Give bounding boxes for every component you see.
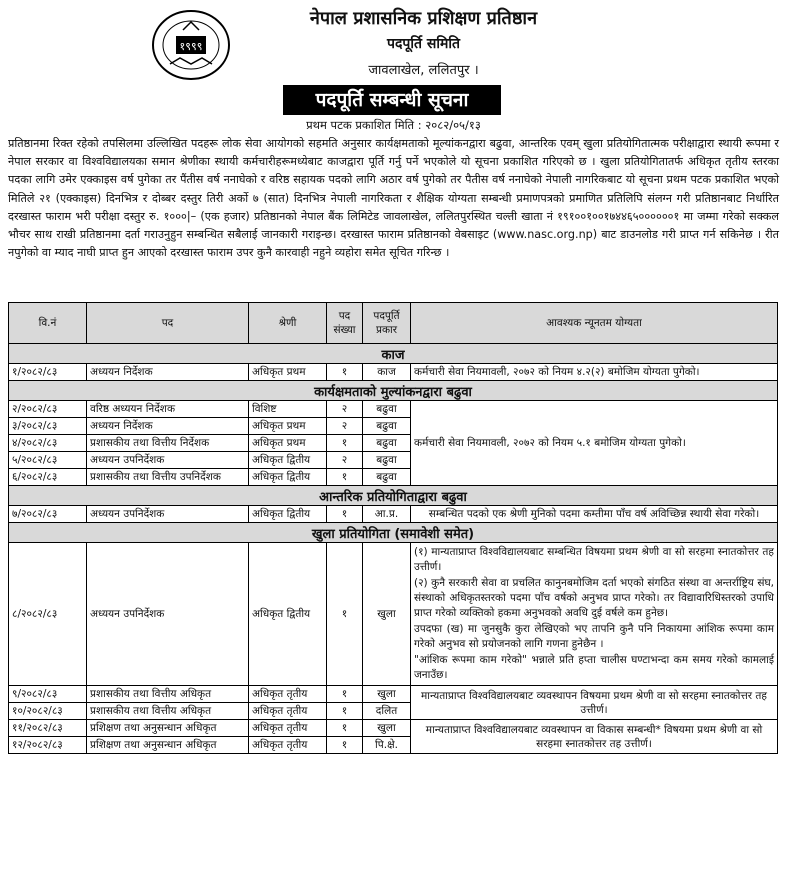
table-row: ५/२०८२/८३ अध्ययन उपनिर्देशक अधिकृत द्वितीय २ बढुवा (9, 452, 778, 469)
table-row: ४/२०८२/८३ प्रशासकीय तथा वित्तीय निर्देशक अधिकृत प्रथम १ बढुवा (9, 435, 778, 452)
table-row: ९/२०८२/८३ प्रशासकीय तथा वित्तीय अधिकृत अधिकृत तृतीय १ खुला मान्यताप्राप्त विश्वविद्यालयबाट व्यवस्थापन विषयमा प्रथम श्रेणी वा सो सरहमा स्नातकोत्तर तह उत्तीर्ण। (9, 686, 778, 703)
organization-address: जावलाखेल, ललितपुर । (368, 63, 479, 78)
table-row: ६/२०८२/८३ प्रशासकीय तथा वित्तीय उपनिर्देशक अधिकृत द्वितीय १ बढुवा (9, 469, 778, 486)
table-row: २/२०८२/८३ वरिष्ठ अध्ययन निर्देशक विशिष्ट २ बढुवा कर्मचारी सेवा नियमावली, २०७२ को नियम ५.१ बमोजिम योग्यता पुगेको। (9, 401, 778, 418)
vacancy-table (8, 302, 778, 754)
organization-name: नेपाल प्रशासनिक प्रशिक्षण प्रतिष्ठान (309, 8, 538, 29)
col-header-post: पद (87, 303, 249, 344)
section-row-open: खुला प्रतियोगिता (समावेशी समेत) (9, 523, 778, 543)
col-header-qualification: आवश्यक न्यूनतम योग्यता (411, 303, 778, 344)
table-row: १/२०८२/८३ अध्ययन निर्देशक अधिकृत प्रथम १ काज कर्मचारी सेवा नियमावली, २०७२ को नियम ४.२(२) बमोजिम योग्यता पुगेको। (9, 364, 778, 381)
svg-text:१९९९: १९९९ (179, 40, 203, 53)
notice-body: प्रतिष्ठानमा रिक्त रहेको तपसिलमा उल्लिखित पदहरू लोक सेवा आयोगको सहमति अनुसार कार्यक्षमताको मूल्यांकनद्वारा बढुवा, आन्तरिक एवम् खुला प्रतियोगितात्मक परीक्षाद्वारा स्थायी रूपमा र नेपाल सरकार वा विश्वविद्यालयका समान श्रेणीका स्थायी कर्मचारीहरूमध्येबाट काजद्वारा पूर्ति गर्नु पर्ने भएकोले यो सूचना प्रकाशित गरिएको छ । खुला प्रतियोगितातर्फ अधिकृत तृतीय स्तरका पदका लागि उमेर एक्काइस वर्ष पुगेका तर पैंतीस वर्ष ननाघेको र वरिष्ठ सहायक पदको लागि अठार वर्ष पुगेको तर पैतीस वर्ष ननाघेको नेपाली नागरिकबाट यो सूचना प्रथम पटक प्रकाशित भएको मितिले २१ (एक्काइस) दिनभित्र र दोब्बर दस्तुर तिरी अर्को ७ (सात) दिनभित्र नेपाली नागरिकता र शैक्षिक योग्यता सम्बन्धी प्रमाणपत्रको प्रमाणित प्रतिलिपि संलग्न गरी प्रतिष्ठानबाट निर्धारित दरखास्त फाराम भरी परीक्षा दस्तुर रु. १०००|– (एक हजार) प्रतिष्ठानको नेपाल बैंक लिमिटेड जावलाखेल, ललितपुरस्थित चल्ती खाता नं १९१००१००१७४४६५००००००१ मा जम्मा गरेको सक्कल भौचर साथ राखी प्रतिष्ठानमा दर्ता गराउनुहुन सम्बन्धित सबैलाई जानकारी गराइन्छ। दरखास्त फाराम प्रतिष्ठानको वेबसाइट (www.nasc.org.np) बाट डाउनलोड गरी प्राप्त गर्न सकिनेछ । रीत नपुगेको वा म्याद नाघी प्राप्त हुन आएको दरखास्त फाराम उपर कुनै कारवाही नहुने व्यहोरा समेत सूचित गरिन्छ । (8, 137, 779, 260)
table-header-row (9, 303, 778, 344)
section-row-kaj: काज (9, 344, 778, 364)
table-row: ११/२०८२/८३ प्रशिक्षण तथा अनुसन्धान अधिकृत अधिकृत तृतीय १ खुला मान्यताप्राप्त विश्वविद्यालयबाट व्यवस्थापन वा विकास सम्बन्धी* विषयमा प्रथम श्रेणी वा सो सरहमा स्नातकोत्तर तह उत्तीर्ण। (9, 720, 778, 737)
section-row-promotion: कार्यक्षमताको मुल्यांकनद्वारा बढुवा (9, 381, 778, 401)
col-header-type: पदपूर्ति प्रकार (363, 303, 411, 344)
col-header-number: वि.नं (9, 303, 87, 344)
notice-header (0, 0, 787, 84)
qualification-list: (१) मान्यताप्राप्त विश्वविद्यालयबाट सम्बन्धित विषयमा प्रथम श्रेणी वा सो सरहमा स्नातकोत्तर तह उत्तीर्ण। (२) कुनै सरकारी सेवा वा प्रचलित कानुनबमोजिम दर्ता भएको संगठित संस्था वा अन्तर्राष्ट्रिय संघ, संस्थाको अधिकृतस्तरको पदमा पाँच वर्षको अनुभव प्राप्त गरेको। तर विद्यावारिधिस्तरको उपाधि प्राप्त गरेको व्यक्तिको हकमा अनुभवको अवधि दुई वर्षले कम हुनेछ। उपदफा (ख) मा जुनसुकै कुरा लेखिएको भए तापनि कुनै पनि निकायमा आंशिक रूपमा काम गरेको अनुभव सो प्रयोजनको लागि गणना हुनेछैन । "आंशिक रूपमा काम गरेको" भन्नाले प्रति हप्ता चालीस घण्टाभन्दा कम समय गरेको कामलाई जनाउँछ। (411, 543, 778, 686)
published-date: प्रथम पटक प्रकाशित मिति : २०८२/०५/१३ (306, 118, 481, 132)
col-header-count: पद संख्या (327, 303, 363, 344)
col-header-class: श्रेणी (249, 303, 327, 344)
notice-title: पदपूर्ति सम्बन्धी सूचना (283, 85, 501, 115)
table-row: ८/२०८२/८३ अध्ययन उपनिर्देशक अधिकृत द्वितीय १ खुला (१) मान्यताप्राप्त विश्वविद्यालयबाट सम्बन्धित विषयमा प्रथम श्रेणी वा सो सरहमा स्नातकोत्तर तह उत्तीर्ण। (२) कुनै सरकारी सेवा वा प्रचलित कानुनबमोजिम दर्ता भएको संगठित संस्था वा अन्तर्राष्ट्रिय संघ, संस्थाको अधिकृतस्तरको पदमा पाँच वर्षको अनुभव प्राप्त गरेको। तर विद्यावारिधिस्तरको उपाधि प्राप्त गरेको व्यक्तिको हकमा अनुभवको अवधि दुई वर्षले कम हुनेछ। उपदफा (ख) मा जुनसुकै कुरा लेखिएको भए तापनि कुनै पनि निकायमा आंशिक रूपमा काम गरेको अनुभव सो प्रयोजनको लागि गणना हुनेछैन । "आंशिक रूपमा काम गरेको" भन्नाले प्रति हप्ता चालीस घण्टाभन्दा कम समय गरेको कामलाई जनाउँछ। (9, 543, 778, 686)
committee-name: पदपूर्ति समिति (387, 36, 460, 52)
table-row: १०/२०८२/८३ प्रशासकीय तथा वित्तीय अधिकृत अधिकृत तृतीय १ दलित (9, 703, 778, 720)
table-row: ३/२०८२/८३ अध्ययन निर्देशक अधिकृत प्रथम २ बढुवा (9, 418, 778, 435)
table-row: ७/२०८२/८३ अध्ययन उपनिर्देशक अधिकृत द्वितीय १ आ.प्र. सम्बन्धित पदको एक श्रेणी मुनिको पदमा कम्तीमा पाँच वर्ष अविच्छिन्न स्थायी सेवा गरेको। (9, 506, 778, 523)
table-row: १२/२०८२/८३ प्रशिक्षण तथा अनुसन्धान अधिकृत अधिकृत तृतीय १ पि.क्षे. (9, 737, 778, 754)
section-row-internal: आन्तरिक प्रतियोगिताद्वारा बढुवा (9, 486, 778, 506)
